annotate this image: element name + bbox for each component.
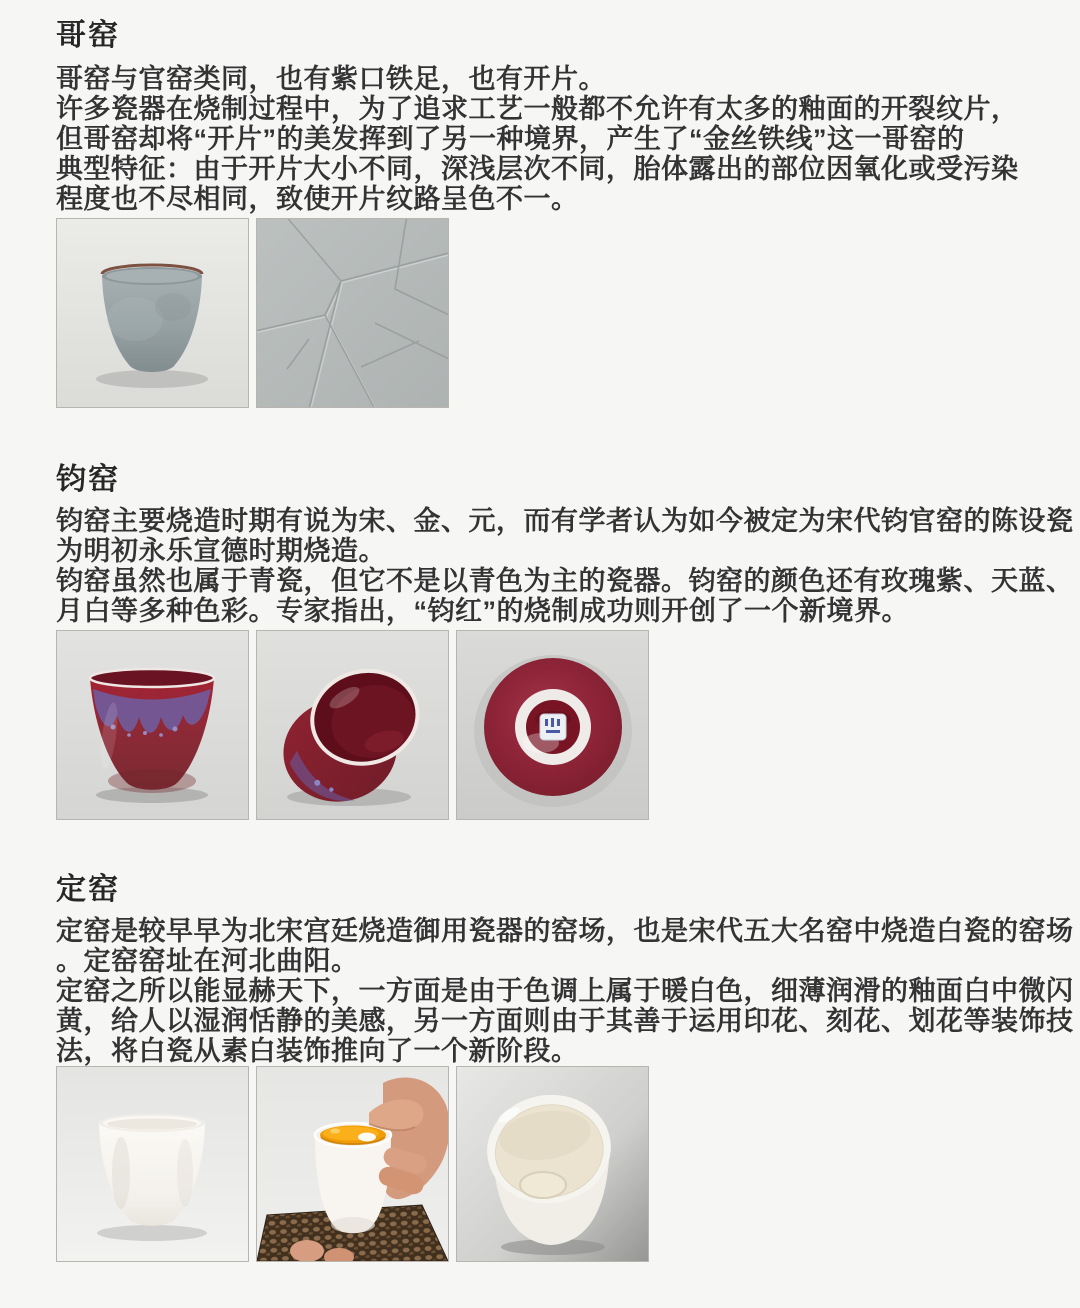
image-row-jun-kiln (56, 630, 1044, 820)
text-line: 月白等多种色彩。专家指出，“钧红”的烧制成功则开创了一个新境界。 (56, 596, 909, 626)
text-line: 钧窑虽然也属于青瓷，但它不是以青色为主的瓷器。钧窑的颜色还有玫瑰紫、天蓝、 (56, 566, 1074, 596)
ge-kiln-grey-cup-photo (56, 218, 249, 408)
ding-kiln-cup-interior-photo (456, 1066, 649, 1262)
section-text-ge-kiln (56, 64, 1044, 214)
ge-kiln-crackle-texture-photo (256, 218, 449, 408)
section-text-ding-kiln (56, 916, 1074, 1066)
text-line: 为明初永乐宣德时期烧造。 (56, 536, 386, 566)
ding-kiln-tea-cup-hand-photo (256, 1066, 449, 1262)
text-line: 典型特征：由于开片大小不同，深浅层次不同，胎体露出的部位因氧化或受污染 (56, 154, 1019, 184)
section-ding-kiln (56, 872, 1074, 1262)
section-ge-kiln (56, 18, 1044, 408)
text-line: 。定窑窑址在河北曲阳。 (56, 946, 359, 976)
text-line: 黄，给人以湿润恬静的美感，另一方面则由于其善于运用印花、刻花、划花等装饰技 (56, 1006, 1074, 1036)
text-line: 定窑之所以能显赫天下，一方面是由于色调上属于暖白色，细薄润滑的釉面白中微闪 (56, 976, 1074, 1006)
jun-kiln-red-cup-photo (56, 630, 249, 820)
jun-kiln-cup-bottom-seal-photo (456, 630, 649, 820)
text-line: 钧窑主要烧造时期有说为宋、金、元，而有学者认为如今被定为宋代钧官窑的陈设瓷 (56, 506, 1074, 536)
ding-kiln-white-cup-photo (56, 1066, 249, 1262)
section-title-jun-kiln: 钧窑 (56, 463, 120, 496)
text-line: 程度也不尽相同，致使开片纹路呈色不一。 (56, 184, 579, 214)
section-title-ge-kiln: 哥窑 (56, 19, 120, 52)
text-line: 法，将白瓷从素白装饰推向了一个新阶段。 (56, 1036, 579, 1066)
image-row-ding-kiln (56, 1066, 1044, 1262)
text-line: 许多瓷器在烧制过程中，为了追求工艺一般都不允许有太多的釉面的开裂纹片， (56, 94, 1019, 124)
section-jun-kiln (56, 462, 1074, 820)
section-title-ding-kiln: 定窑 (56, 873, 120, 906)
image-row-ge-kiln (56, 218, 1044, 408)
jun-kiln-tilted-cup-photo (256, 630, 449, 820)
text-line: 定窑是较早早为北宋宫廷烧造御用瓷器的窑场，也是宋代五大名窑中烧造白瓷的窑场 (56, 916, 1074, 946)
text-line: 但哥窑却将“开片”的美发挥到了另一种境界，产生了“金丝铁线”这一哥窑的 (56, 124, 965, 154)
text-line: 哥窑与官窑类同，也有紫口铁足，也有开片。 (56, 64, 606, 94)
section-text-jun-kiln (56, 506, 1074, 626)
